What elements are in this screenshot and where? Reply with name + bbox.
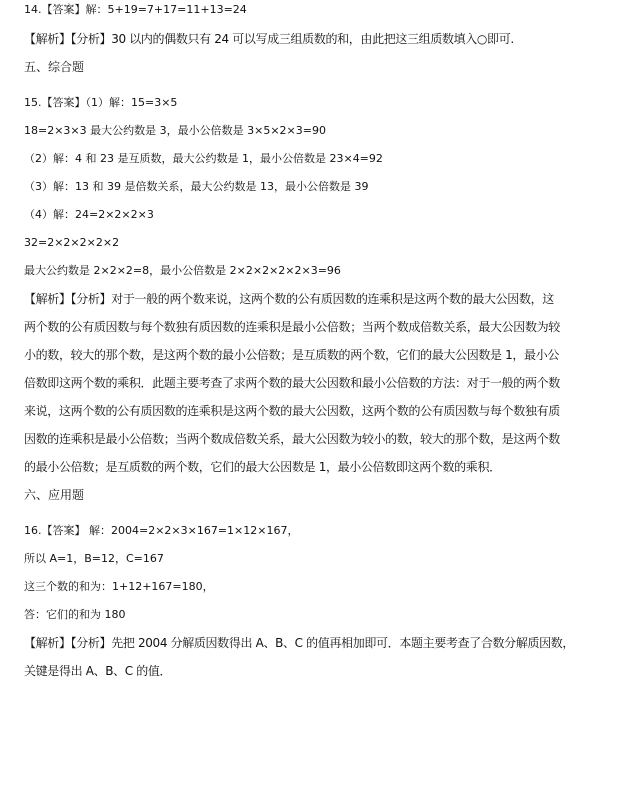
q16-line-abc: 所以 A=1，B=12，C=167: [24, 552, 164, 565]
q16-line-sum: 这三个数的和为：1+12+167=180，: [24, 580, 214, 593]
q15-analysis-line: 的最小公倍数；是互质数的两个数，它们的最大公因数是 1，最小公倍数即这两个数的乘积．: [24, 460, 501, 474]
q15-analysis-line: 因数的连乘积是最小公倍数；当两个数成倍数关系，最大公因数为较小的数，较大的那个数，是这两个数: [24, 432, 560, 446]
q15-analysis-line: 两个数的公有质因数与每个数独有质因数的连乘积是最小公倍数；当两个数成倍数关系，最大公因数为较: [24, 320, 560, 334]
q14-analysis: 【解析】【分析】30 以内的偶数只有 24 可以写成三组质数的和，由此把这三组质数填入○即可.: [24, 32, 514, 46]
q15-answer-1: 15.【答案】（1）解：15=3×5: [24, 96, 178, 109]
q14-answer: 14.【答案】解：5+19=7+17=11+13=24: [24, 3, 247, 16]
q16-answer: 16.【答案】 解：2004=2×2×3×167=1×12×167，: [24, 524, 299, 537]
q15-answer-4: （4）解：24=2×2×2×3: [24, 208, 154, 221]
q15-answer-2: （2）解：4 和 23 是互质数，最大公约数是 1，最小公倍数是 23×4=92: [24, 152, 383, 165]
q16-line-reply: 答：它们的和为 180: [24, 608, 126, 621]
q15-answer-3: （3）解：13 和 39 是倍数关系，最大公约数是 13，最小公倍数是 39: [24, 180, 369, 193]
q16-analysis-line: 关键是得出 A、B、C 的值．: [24, 664, 172, 678]
q15-line-18: 18=2×3×3 最大公约数是 3，最小公倍数是 3×5×2×3=90: [24, 124, 326, 137]
q15-analysis-line: 【解析】【分析】对于一般的两个数来说，这两个数的公有质因数的连乘积是这两个数的最大公因数，这: [24, 292, 554, 306]
q15-analysis-line: 倍数即这两个数的乘积．此题主要考查了求两个数的最大公因数和最小公倍数的方法：对于一般的两个数: [24, 376, 560, 390]
q15-analysis-line: 小的数，较大的那个数，是这两个数的最小公倍数；是互质数的两个数，它们的最大公因数是 1，最小公: [24, 348, 560, 362]
section-5-heading: 五、综合题: [24, 60, 85, 74]
section-6-heading: 六、应用题: [24, 488, 85, 502]
q15-line-32: 32=2×2×2×2×2: [24, 236, 120, 249]
q15-line-result: 最大公约数是 2×2×2=8，最小公倍数是 2×2×2×2×2×3=96: [24, 264, 341, 277]
q15-analysis-line: 来说，这两个数的公有质因数的连乘积是这两个数的最大公因数，这两个数的公有质因数与每个数独有质: [24, 404, 560, 418]
q16-analysis-line: 【解析】【分析】先把 2004 分解质因数得出 A、B、C 的值再相加即可．本题主要考查了合数分解质因数，: [24, 636, 575, 650]
